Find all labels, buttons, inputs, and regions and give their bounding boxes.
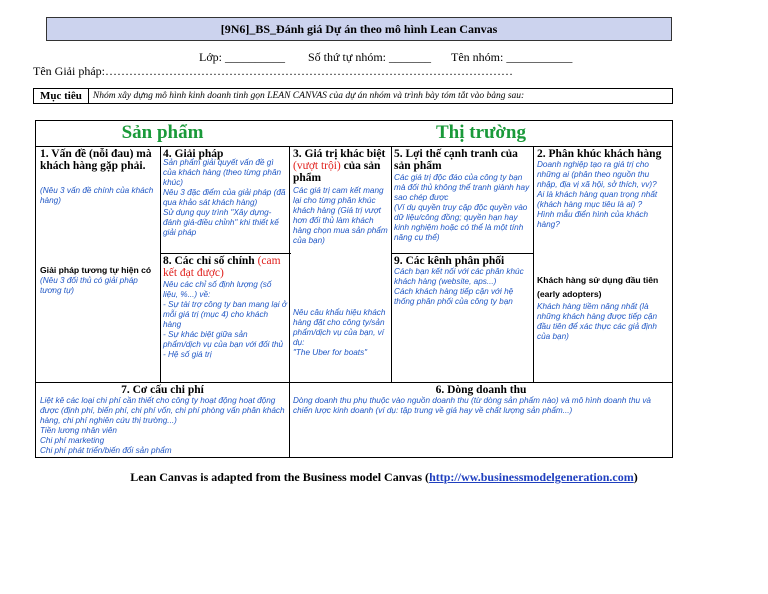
early-adopters-note: Khách hàng tiềm năng nhất (là những khách hàng được tiếp cận đầu tiên để xác thực các giả định của bạn) [537,302,658,341]
advantage-note: Các giá trị độc đáo của công ty bạn mà đối thủ không thể tranh giành hay sao chép được (Ví dụ quyền truy cập độc quyền vào dữ liệu/công đồng; quyền hạn hay kinh nghiệm hoặc có thể là một tính năng cụ thể) [394,173,530,242]
uvp-title-b: của sản phẩm [293,160,381,184]
objective-text: Nhóm xây dựng mô hình kinh doanh tinh gọn LEAN CANVAS của dự án nhóm và trình bày tóm tắt vào bảng sau: [92,91,525,101]
objective-label: Mục tiêu [34,89,89,103]
objective-box [33,88,673,104]
market-header: Thị trường [435,122,527,143]
key-metrics-title [163,255,287,279]
existing-alternatives-note: (Nêu 3 đối thủ có giải pháp tương tự) [40,276,138,295]
problem-note: (Nêu 3 vấn đề chính của khách hàng) [40,186,154,205]
revenue-note: Dòng doanh thu phụ thuộc vào nguồn doanh thu (từ dòng sản phẩm nào) và mô hình doanh thu và chiến lược kinh doanh (ví dụ: tập trung về giá hay về chất lượng sản phẩm...) [293,396,651,415]
footer-attribution [0,470,768,485]
divider-v3 [391,146,392,382]
solution-title: 4. Giải pháp [163,148,224,160]
class-field[interactable]: Lớp: __________ [199,50,286,64]
segments-title: 2. Phân khúc khách hàng [537,148,662,160]
footer-close: ) [633,470,638,484]
header-divider [36,146,673,147]
existing-alternatives-title: Giải pháp tương tự hiện có [40,265,152,275]
uvp-title-red: (vượt trội) [293,160,341,172]
document-title: [9N6]_BS_Đánh giá Dự án theo mô hình Lean Canvas [46,17,672,41]
footer-link[interactable]: http://ww.businessmodelgeneration.com [429,470,634,484]
key-metrics-title-red: (cam kết đạt được) [163,255,281,279]
divider-v1 [160,146,161,382]
footer-text: Lean Canvas is adapted from the Business model Canvas ( [130,470,430,484]
divider-v2 [289,146,290,457]
group-number-field[interactable]: Số thứ tự nhóm: _______ [308,50,432,64]
cost-note: Liệt kê các loại chi phí cần thiết cho công ty hoạt động hoạt động được (định phí, biến phí, chi phí vốn, chi phí phòng vấn phân khách hàng, chi phí nghiên cứu thị trường...) Tiền lương nhân viên Chi phí marketing Chi phí phát triển/biến đổi sản phẩm [40,396,285,455]
divider-h-solution [160,253,291,254]
group-name-field[interactable]: Tên nhóm: ___________ [451,50,573,64]
channels-note: Cách bạn kết nối với các phân khúc khách hàng (website, aps...) Cách khách hàng tiếp cận với hệ thống phân phối của công ty bạn [394,267,524,306]
cost-title: 7. Cơ cấu chi phí [121,384,204,396]
early-adopters-sub: (early adopters) [537,289,602,299]
uvp-title [293,148,389,184]
divider-v4 [533,146,534,382]
key-metrics-note: Nêu các chỉ số định lượng (số liệu, %...) về: - Sự tài trợ công ty ban mang lại ở mỗi giá trị (mục 4) cho khách hàng - Sự khác biệt giữa sản phẩm/dịch vụ của bạn với đối thủ - Hệ số giá trị [163,280,287,359]
channels-title: 9. Các kênh phân phối [394,255,505,267]
lean-canvas-table [35,120,673,458]
segments-note: Doanh nghiệp tạo ra giá trị cho những ai (phân theo nguồn thu nhập, địa vị xã hội, sở thích, vv)? Ai là khách hàng quan trọng nhất (khách hàng mục tiêu là ai) ? Hình mẫu điển hình của khách hàng? [537,160,658,229]
uvp-title-a: 3. Giá trị khác biệt [293,148,386,160]
early-adopters-title: Khách hàng sử dụng đầu tiên [537,275,659,285]
uvp-slogan-note: Nêu câu khẩu hiệu khách hàng đặt cho công ty/sản phẩm/dịch vụ của bạn, ví dụ: "The Uber for boats" [293,308,386,357]
divider-h-bottom [36,382,673,383]
solution-note: Sản phẩm giải quyết vấn đề gì của khách hàng (theo từng phân khúc) Nêu 3 đặc điểm của giải pháp (đã qua khảo sát khách hàng) Sử dụng quy trình "Xây dựng-đánh giá-điều chỉnh" khi thiết kế giải pháp [163,158,286,237]
advantage-title: 5. Lợi thế cạnh tranh của sản phẩm [394,148,518,172]
product-header: Sản phẩm [121,122,204,143]
key-metrics-title-main: 8. Các chỉ số chính [163,255,255,267]
uvp-note: Các giá trị cam kết mang lại cho từng phân khúc khách hàng (Giá trị vượt hơn đối thủ làm khách hàng chọn mua sản phẩm của bạn) [293,186,388,245]
divider-h-advantage [391,253,534,254]
problem-title: 1. Vấn đề (nỗi đau) mà khách hàng gặp phải. [40,148,152,172]
solution-name-field[interactable]: Tên Giải pháp:………………………………………………………………………………………… [33,64,513,78]
revenue-title: 6. Dòng doanh thu [435,384,527,396]
